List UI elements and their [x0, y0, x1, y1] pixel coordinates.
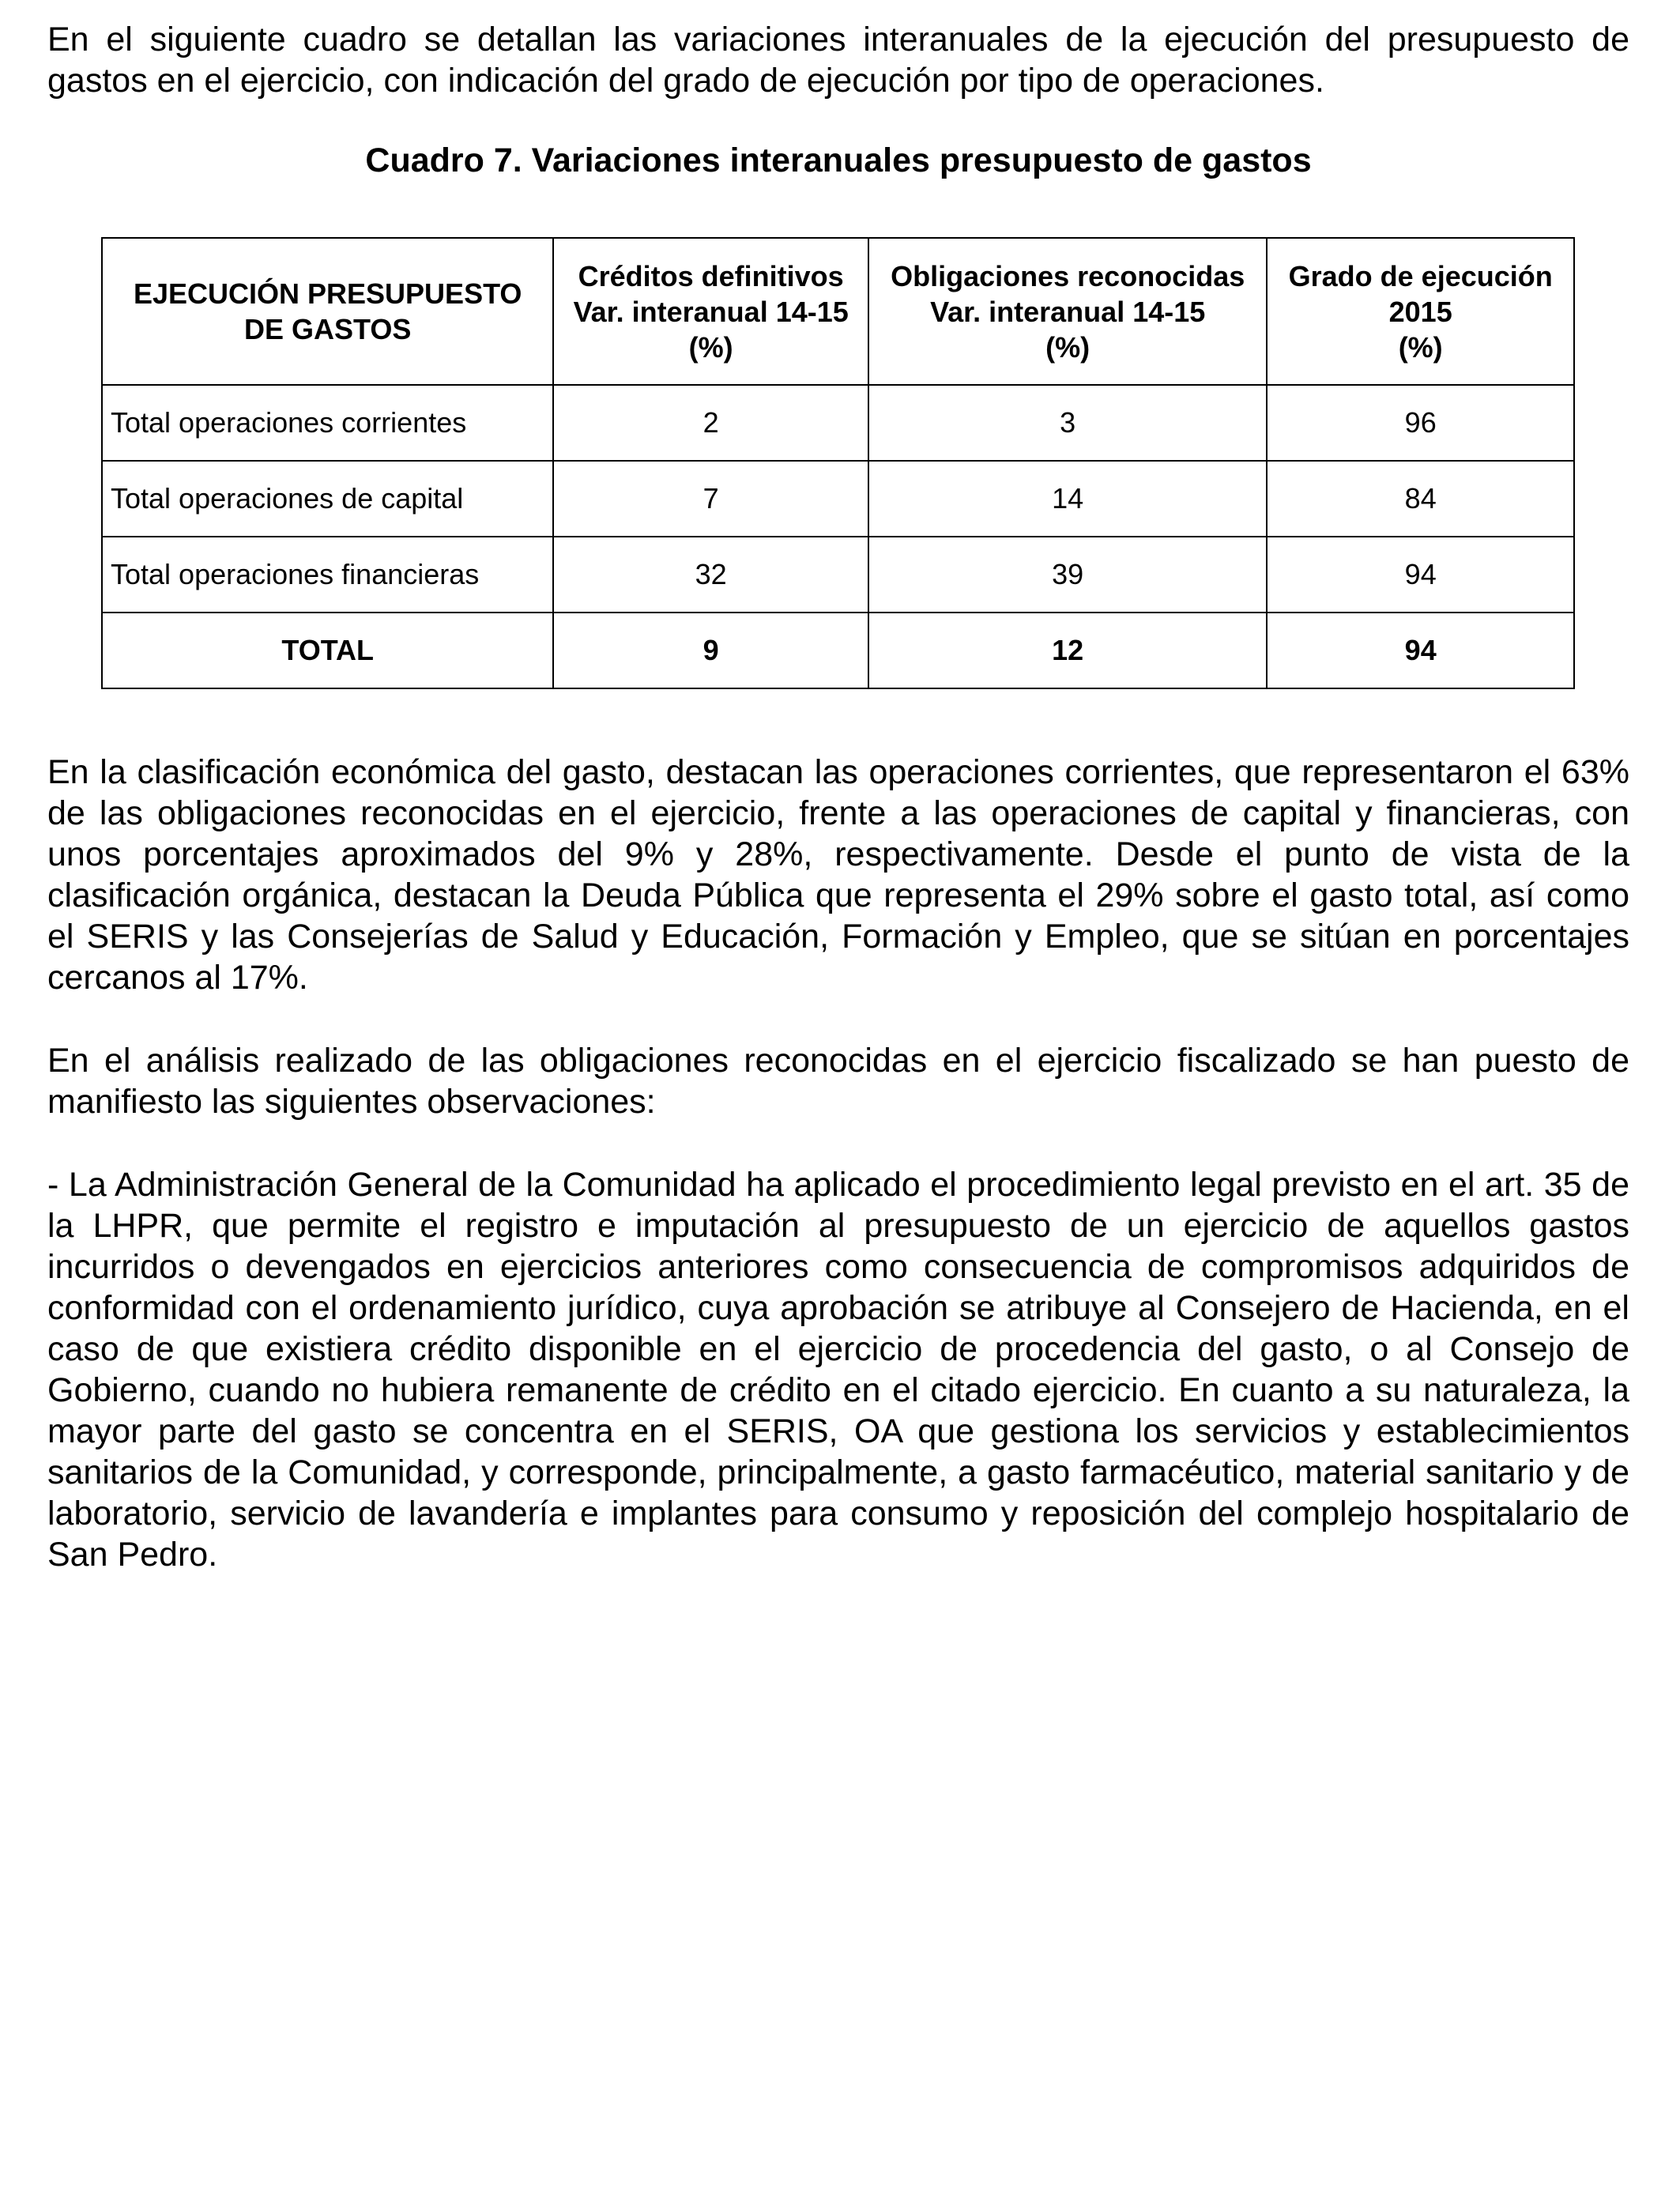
- observations-intro-paragraph: En el análisis realizado de las obligaciones reconocidas en el ejercicio fiscalizado se han puesto de manifiesto las siguientes observaciones:: [47, 1042, 1629, 1121]
- header-creditos-line1: Créditos definitivos: [578, 259, 844, 292]
- total-creditos: 9: [553, 613, 868, 688]
- cell-obligaciones: 3: [868, 385, 1267, 461]
- header-grado-line1: Grado de ejecución: [1288, 259, 1553, 292]
- header-creditos-line3: (%): [688, 330, 733, 364]
- table-caption: Cuadro 7. Variaciones interanuales presupuesto de gastos: [365, 141, 1312, 179]
- header-grado: [1267, 238, 1574, 385]
- header-obligaciones: [868, 238, 1267, 385]
- cell-creditos: 32: [553, 537, 868, 613]
- intro-paragraph: En el siguiente cuadro se detallan las variaciones interanuales de la ejecución del presupuesto de gastos en el ejercicio, con indicación del grado de ejecución por tipo de operaciones.: [47, 21, 1629, 100]
- row-label: Total operaciones financieras: [102, 537, 553, 613]
- economic-classification-paragraph: En la clasificación económica del gasto, destacan las operaciones corrientes, que representaron el 63% de las obligaciones reconocidas en el ejercicio, frente a las operaciones de capital y financieras, con unos porcentajes aproximados del 9% y 28%, respectivamente. Desde el punto de vista de la clasificación orgánica, destacan la Deuda Pública que representa el 29% sobre el gasto total, así como el SERIS y las Consejerías de Salud y Educación, Formación y Empleo, que se sitúan en porcentajes cercanos al 17%.: [47, 753, 1629, 997]
- total-label: TOTAL: [102, 613, 553, 688]
- table-row: [102, 385, 1574, 461]
- cell-grado: 96: [1267, 385, 1574, 461]
- header-creditos: [553, 238, 868, 385]
- row-label: Total operaciones de capital: [102, 461, 553, 537]
- header-grado-line2: 2015: [1388, 295, 1452, 328]
- observation-paragraph: - La Administración General de la Comunidad ha aplicado el procedimiento legal previsto en el art. 35 de la LHPR, que permite el registro e imputación al presupuesto de un ejercicio de aquellos gastos incurridos o devengados en ejercicios anteriores como consecuencia de compromisos adquiridos de conformidad con el ordenamiento jurídico, cuya aprobación se atribuye al Consejero de Hacienda, en el caso de que existiera crédito disponible en el ejercicio de procedencia del gasto, o al Consejo de Gobierno, cuando no hubiera remanente de crédito en el citado ejercicio. En cuanto a su naturaleza, la mayor parte del gasto se concentra en el SERIS, OA que gestiona los servicios y establecimientos sanitarios de la Comunidad, y corresponde, principalmente, a gasto farmacéutico, material sanitario y de laboratorio, servicio de lavandería e implantes para consumo y reposición del complejo hospitalario de San Pedro.: [47, 1166, 1629, 1574]
- header-grado-line3: (%): [1398, 330, 1443, 364]
- header-obligaciones-line3: (%): [1045, 330, 1090, 364]
- cell-obligaciones: 39: [868, 537, 1267, 613]
- header-obligaciones-line2: Var. interanual 14-15: [930, 295, 1206, 328]
- total-obligaciones: 12: [868, 613, 1267, 688]
- table-header-row: [102, 238, 1574, 385]
- row-label: Total operaciones corrientes: [102, 385, 553, 461]
- cell-grado: 94: [1267, 537, 1574, 613]
- budget-variation-table: [101, 237, 1575, 689]
- header-creditos-line2: Var. interanual 14-15: [573, 295, 849, 328]
- total-grado: 94: [1267, 613, 1574, 688]
- header-ejecucion-text: EJECUCIÓN PRESUPUESTO DE GASTOS: [133, 277, 522, 345]
- cell-obligaciones: 14: [868, 461, 1267, 537]
- cell-creditos: 7: [553, 461, 868, 537]
- cell-creditos: 2: [553, 385, 868, 461]
- table-total-row: [102, 613, 1574, 688]
- table-row: [102, 537, 1574, 613]
- table-row: [102, 461, 1574, 537]
- header-ejecucion: [102, 238, 553, 385]
- cell-grado: 84: [1267, 461, 1574, 537]
- header-obligaciones-line1: Obligaciones reconocidas: [891, 259, 1245, 292]
